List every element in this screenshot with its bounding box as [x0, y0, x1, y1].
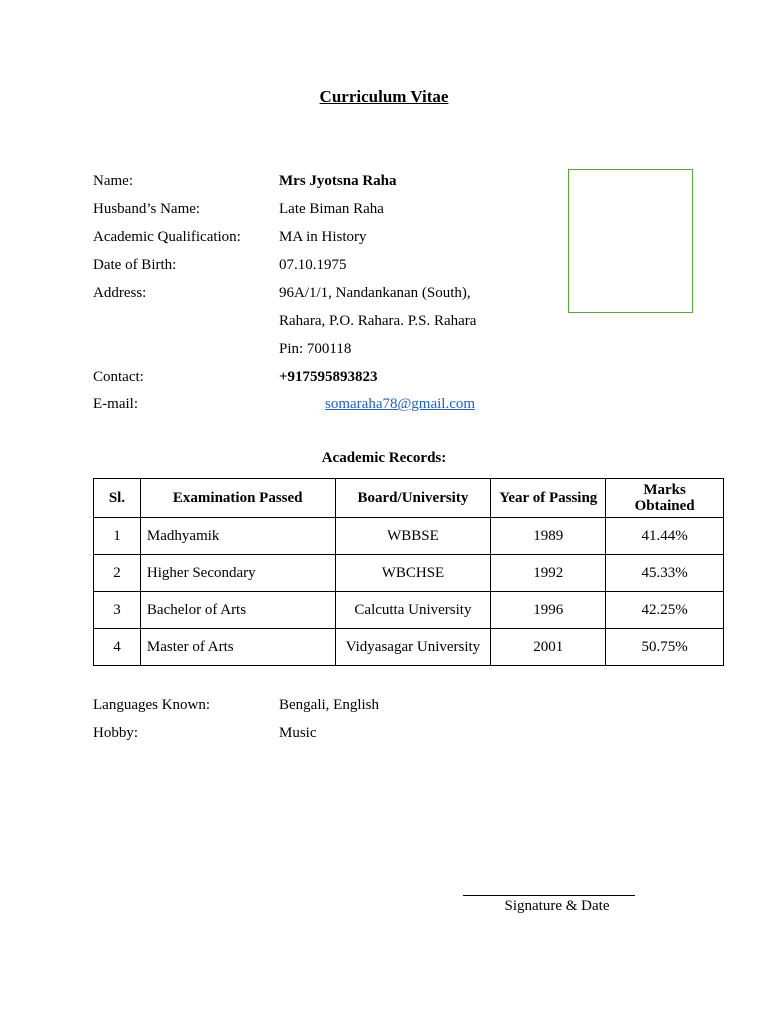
qualification-label: Academic Qualification: — [93, 229, 241, 245]
cell-sl: 2 — [94, 555, 141, 592]
table-row — [94, 518, 724, 555]
husband-value: Late Biman Raha — [279, 201, 384, 217]
cell-marks: 41.44% — [606, 518, 724, 555]
cell-marks: 42.25% — [606, 592, 724, 629]
table-header-row — [94, 479, 724, 518]
languages-label: Languages Known: — [93, 697, 211, 713]
cell-examination: Master of Arts — [140, 629, 335, 666]
cell-marks: 50.75% — [606, 629, 724, 666]
cell-year: 1989 — [491, 518, 606, 555]
photo-placeholder — [568, 169, 693, 313]
cell-year: 2001 — [491, 629, 606, 666]
cell-board: Calcutta University — [335, 592, 491, 629]
header-board: Board/University — [335, 479, 491, 518]
hobby-value: Music — [279, 725, 317, 741]
header-examination: Examination Passed — [140, 479, 335, 518]
dob-value: 07.10.1975 — [279, 257, 347, 273]
cell-year: 1996 — [491, 592, 606, 629]
cell-sl: 1 — [94, 518, 141, 555]
cell-board: Vidyasagar University — [335, 629, 491, 666]
cell-examination: Higher Secondary — [140, 555, 335, 592]
contact-value: +917595893823 — [279, 369, 378, 385]
cell-year: 1992 — [491, 555, 606, 592]
signature-line — [463, 895, 635, 896]
cell-board: WBCHSE — [335, 555, 491, 592]
dob-label: Date of Birth: — [93, 257, 177, 273]
address-line-2: Rahara, P.O. Rahara. P.S. Rahara — [279, 313, 477, 329]
academic-records-table — [93, 478, 724, 666]
cell-sl: 4 — [94, 629, 141, 666]
academic-records-title: Academic Records: — [321, 450, 447, 466]
email-link[interactable]: somaraha78@gmail.com — [325, 396, 476, 412]
header-year: Year of Passing — [491, 479, 606, 518]
header-marks: Marks Obtained — [606, 479, 724, 518]
table-row — [94, 592, 724, 629]
contact-label: Contact: — [93, 369, 144, 385]
table-row — [94, 555, 724, 592]
address-label: Address: — [93, 285, 147, 301]
name-value: Mrs Jyotsna Raha — [279, 173, 397, 189]
header-sl: Sl. — [94, 479, 141, 518]
address-line-3: Pin: 700118 — [279, 341, 352, 357]
cell-examination: Madhyamik — [140, 518, 335, 555]
qualification-value: MA in History — [279, 229, 367, 245]
cell-sl: 3 — [94, 592, 141, 629]
name-label: Name: — [93, 173, 133, 189]
document-title: Curriculum Vitae — [319, 87, 449, 106]
husband-label: Husband’s Name: — [93, 201, 201, 217]
cell-marks: 45.33% — [606, 555, 724, 592]
table-row — [94, 629, 724, 666]
signature-label: Signature & Date — [504, 898, 610, 914]
cell-examination: Bachelor of Arts — [140, 592, 335, 629]
email-label: E-mail: — [93, 396, 138, 412]
languages-value: Bengali, English — [279, 697, 379, 713]
cell-board: WBBSE — [335, 518, 491, 555]
hobby-label: Hobby: — [93, 725, 138, 741]
address-line-1: 96A/1/1, Nandankanan (South), — [279, 285, 471, 301]
